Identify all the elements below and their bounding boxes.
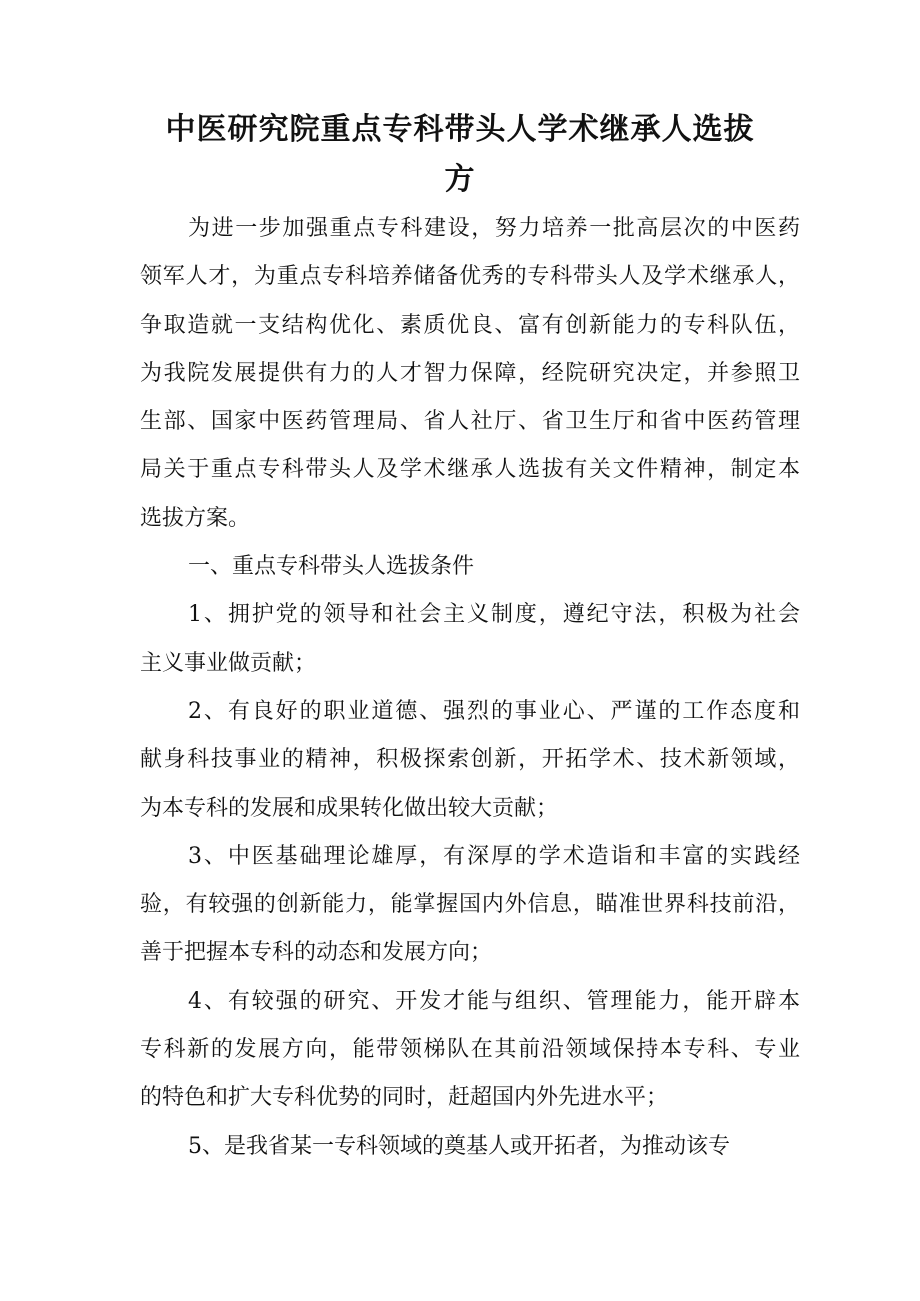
- text-line: 为进一步加强重点专科建设，努力培养一批高层次的中医药: [188, 216, 800, 241]
- document-title-line2: 方: [444, 162, 476, 197]
- condition-item-2: [140, 688, 800, 833]
- text-line: 善于把握本专科的动态和发展方向；: [140, 940, 493, 966]
- intro-paragraph: [140, 205, 800, 543]
- section-heading: [140, 543, 800, 591]
- condition-item-5: [140, 1123, 800, 1171]
- document-title-line1: 中医研究院重点专科带头人学术继承人选拔: [165, 112, 755, 147]
- condition-item-4: [140, 978, 800, 1123]
- text-line: 局关于重点专科带头人及学术继承人选拔有关文件精神，制定本: [140, 457, 800, 483]
- text-line: 选拔方案。: [140, 505, 251, 531]
- text-line: 为我院发展提供有力的人才智力保障，经院研究决定，并参照卫: [140, 360, 800, 386]
- text-line: 为本专科的发展和成果转化做出较大贡献；: [140, 795, 559, 821]
- text-line: 验，有较强的创新能力，能掌握国内外信息，瞄准世界科技前沿，: [140, 892, 800, 918]
- text-line: 2、有良好的职业道德、强烈的事业心、严谨的工作态度和: [188, 698, 800, 724]
- text-line: 5、是我省某一专科领域的奠基人或开拓者，为推动该专: [188, 1133, 730, 1159]
- text-line: 的特色和扩大专科优势的同时，赶超国内外先进水平；: [140, 1085, 669, 1111]
- text-line: 1、拥护党的领导和社会主义制度，遵纪守法，积极为社会: [188, 602, 800, 628]
- condition-item-1: [140, 591, 800, 688]
- text-line: 3、中医基础理论雄厚，有深厚的学术造诣和丰富的实践经: [188, 843, 800, 869]
- text-line: 一、重点专科带头人选拔条件: [188, 554, 475, 580]
- text-line: 争取造就一支结构优化、素质优良、富有创新能力的专科队伍，: [140, 312, 800, 338]
- text-line: 专科新的发展方向，能带领梯队在其前沿领域保持本专科、专业: [140, 1037, 800, 1063]
- document-body: [140, 205, 800, 1171]
- text-line: 献身科技事业的精神，积极探索创新，开拓学术、技术新领域，: [140, 747, 800, 773]
- text-line: 领军人才，为重点专科培养储备优秀的专科带头人及学术继承人，: [140, 264, 800, 290]
- condition-item-3: [140, 833, 800, 978]
- text-line: 主义事业做贡献；: [140, 650, 317, 676]
- text-line: 4、有较强的研究、开发才能与组织、管理能力，能开辟本: [188, 988, 800, 1014]
- text-line: 生部、国家中医药管理局、省人社厅、省卫生厅和省中医药管理: [140, 409, 800, 435]
